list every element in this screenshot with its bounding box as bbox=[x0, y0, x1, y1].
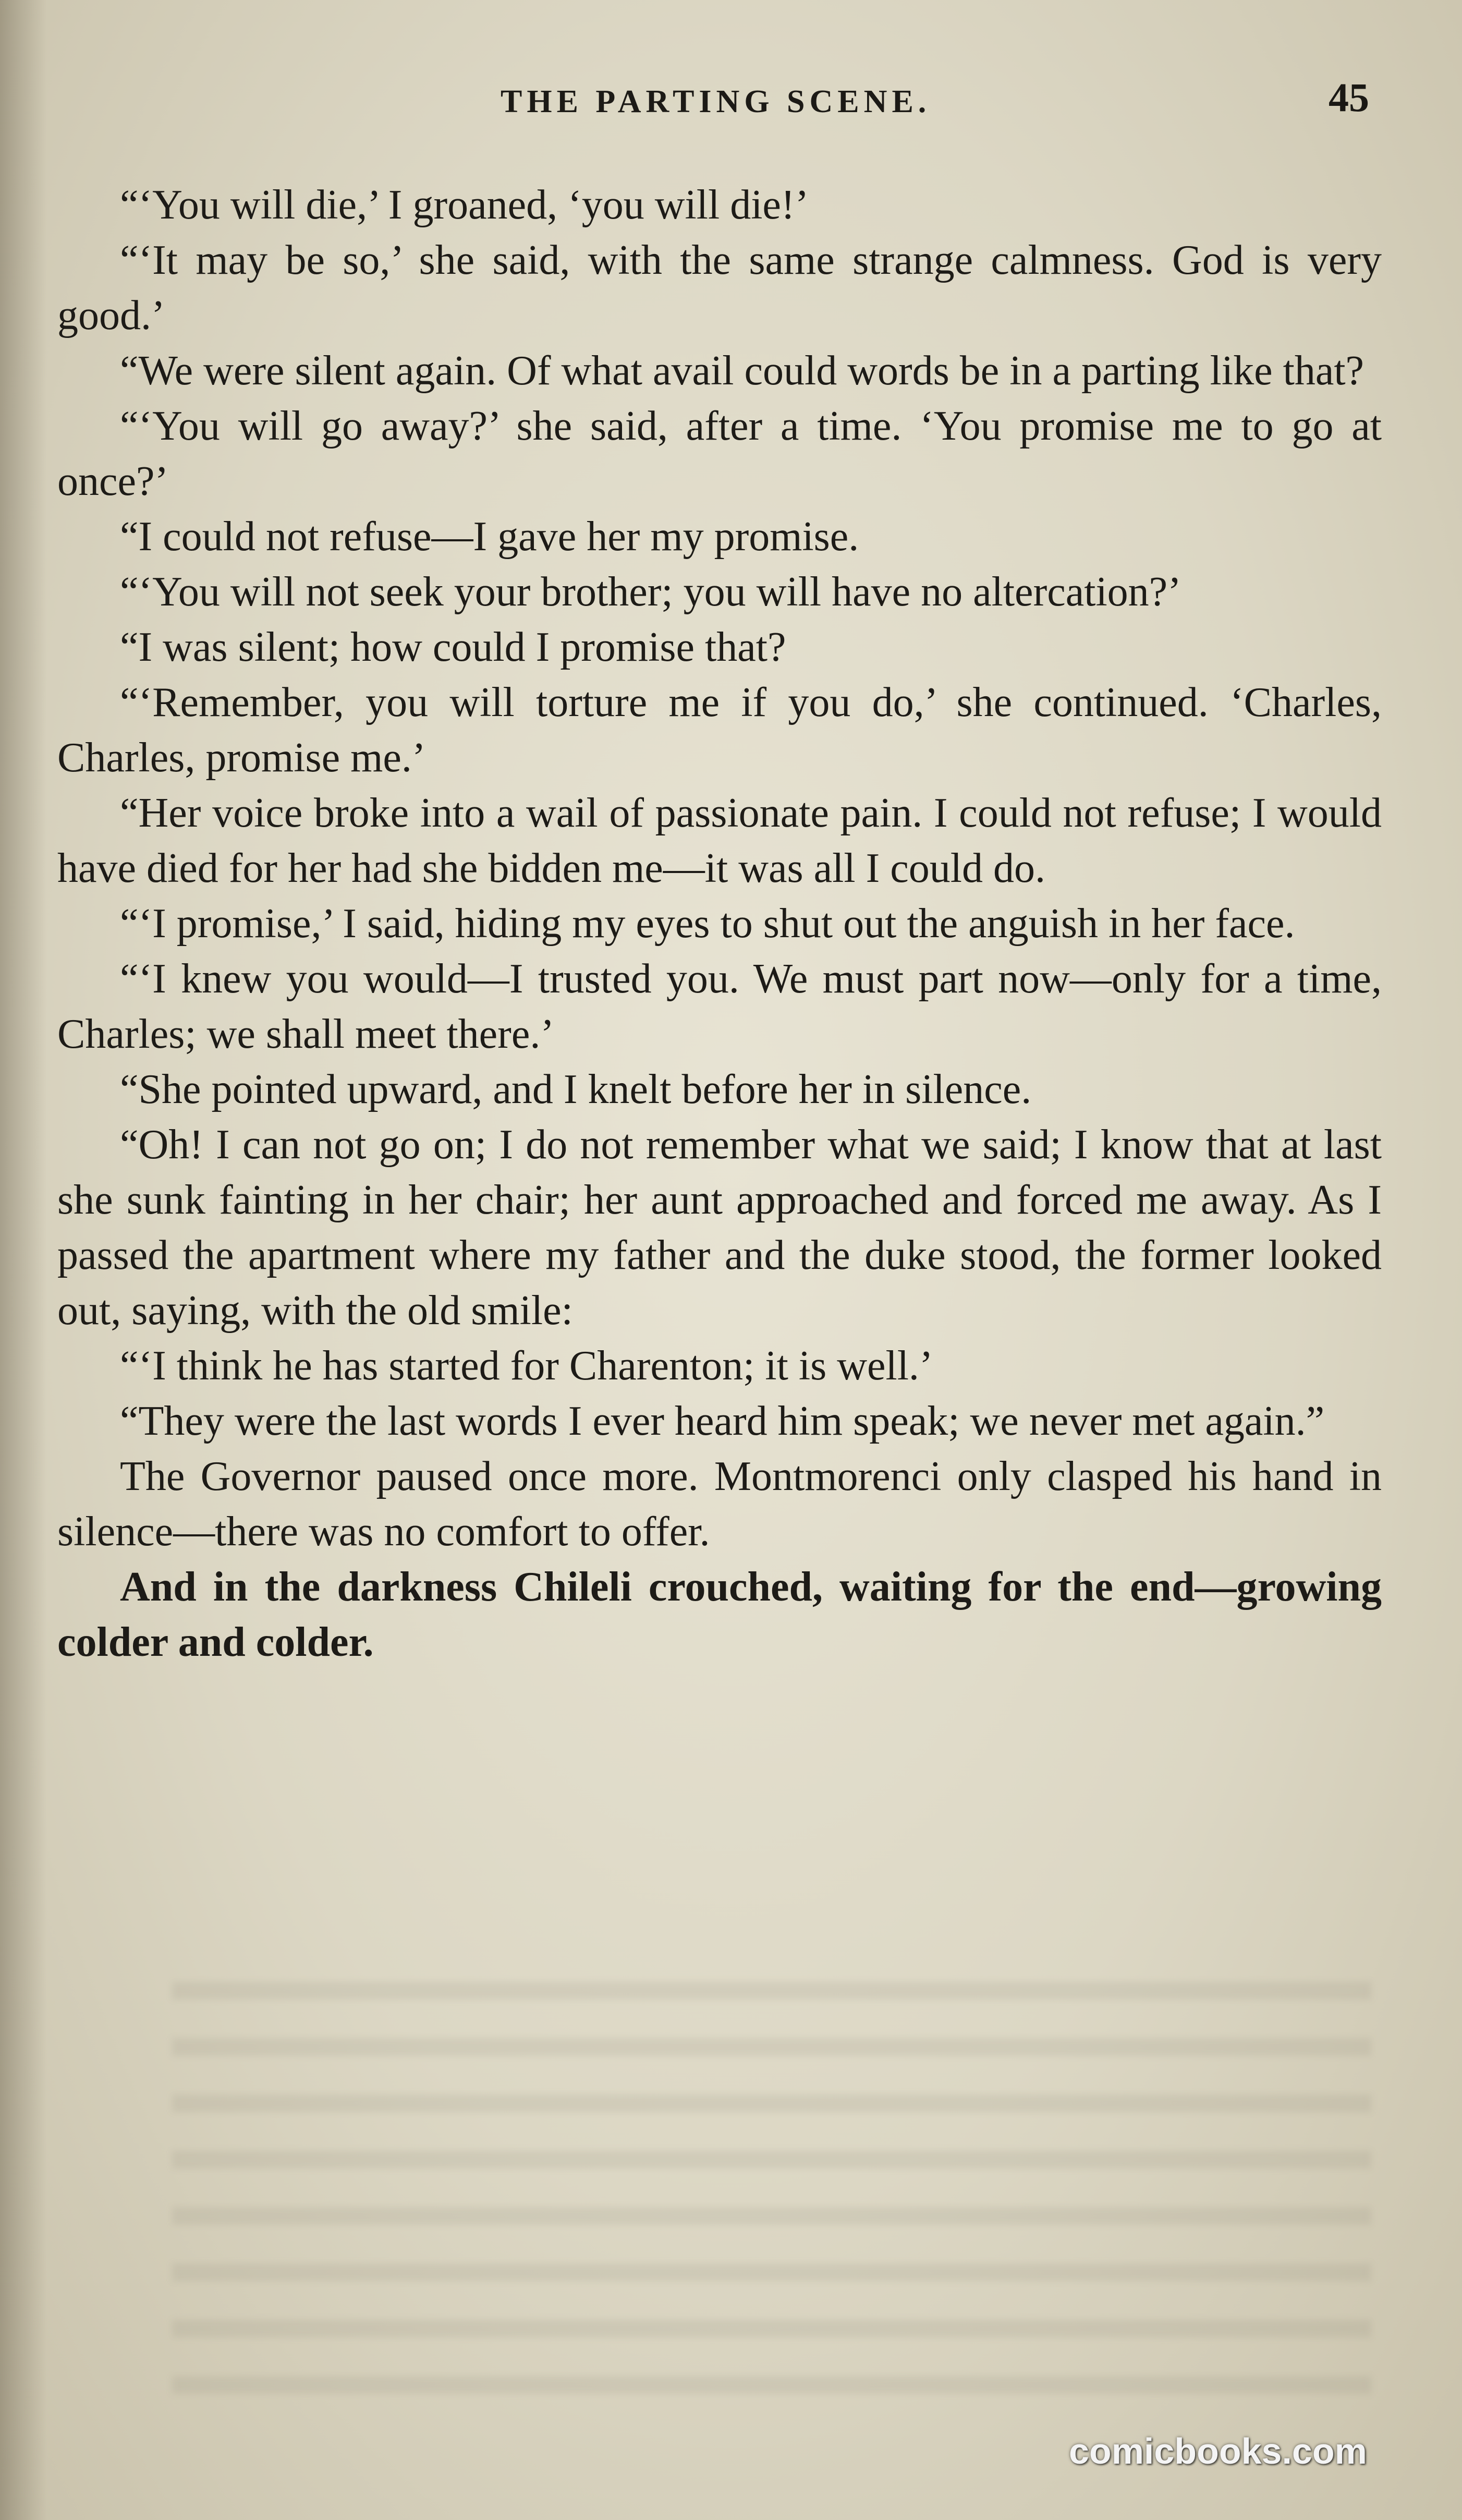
paragraph-8: “‘Remember, you will torture me if you do,’ she continued. ‘Charles, Charles, promise me.’ bbox=[57, 680, 1382, 781]
site-watermark: comicbooks.com bbox=[1069, 2431, 1367, 2471]
paragraph-2: “‘It may be so,’ she said, with the same strange calmness. God is very good.’ bbox=[57, 237, 1382, 338]
paragraph-7: “I was silent; how could I promise that? bbox=[120, 624, 786, 670]
paragraph-17: And in the darkness Chileli crouched, waiting for the end—growing colder and colder. bbox=[57, 1564, 1382, 1665]
paragraph-12: “She pointed upward, and I knelt before her in silence. bbox=[120, 1067, 1032, 1112]
spine-shadow bbox=[0, 0, 47, 2520]
page-number: 45 bbox=[1329, 75, 1369, 120]
paragraph-15: “They were the last words I ever heard him speak; we never met again.” bbox=[120, 1398, 1325, 1444]
show-through-text bbox=[172, 1982, 1371, 2399]
paragraph-3: “We were silent again. Of what avail could words be in a parting like that? bbox=[120, 348, 1364, 394]
paragraph-4: “‘You will go away?’ she said, after a time. ‘You promise me to go at once?’ bbox=[57, 403, 1382, 504]
paragraph-1: “‘You will die,’ I groaned, ‘you will die!’ bbox=[120, 182, 809, 228]
paragraph-6: “‘You will not seek your brother; you will have no altercation?’ bbox=[120, 569, 1181, 615]
paragraph-16: The Governor paused once more. Montmorenci only clasped his hand in silence—there was no comfort to offer. bbox=[57, 1453, 1382, 1555]
paragraph-10: “‘I promise,’ I said, hiding my eyes to shut out the anguish in her face. bbox=[120, 901, 1295, 947]
body-text bbox=[57, 177, 1382, 1670]
paragraph-9: “Her voice broke into a wail of passionate pain. I could not refuse; I would have died for her had she bidden me—it was all I could do. bbox=[57, 790, 1382, 891]
paragraph-5: “I could not refuse—I gave her my promise. bbox=[120, 514, 859, 560]
paragraph-13: “Oh! I can not go on; I do not remember what we said; I know that at last she sunk fainting in her chair; her aunt approached and forced me away. As I passed the apartment where my father and the duke stood, the former looked out, saying, with the old smile: bbox=[57, 1122, 1382, 1334]
paragraph-14: “‘I think he has started for Charenton; it is well.’ bbox=[120, 1343, 933, 1389]
paragraph-11: “‘I knew you would—I trusted you. We must part now—only for a time, Charles; we shall meet there.’ bbox=[57, 956, 1382, 1057]
running-header: THE PARTING SCENE. bbox=[501, 84, 931, 119]
